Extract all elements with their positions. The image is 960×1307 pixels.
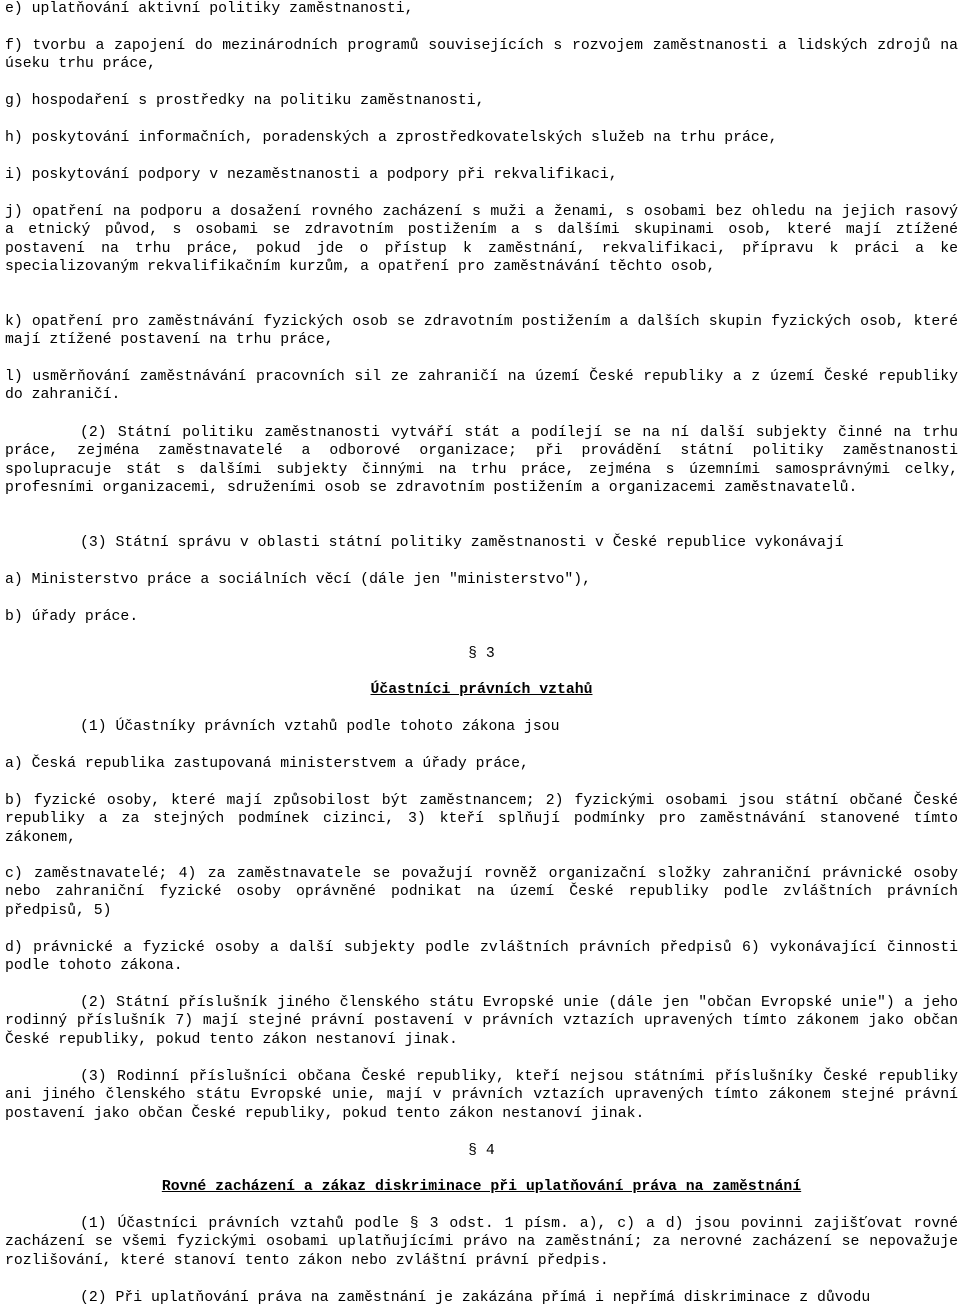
item-l: l) usměrňování zaměstnávání pracovních sil ze zahraničí na území České republiky a z území České republiky do zahraničí. xyxy=(5,369,958,404)
paragraph-2: (2) Státní politiku zaměstnanosti vytváří stát a podílejí se na ní další subjekty činné na trhu práce, zejména zaměstnavatelé a odborové organizace; při provádění státní politiky zaměstnanosti spolupracuje stát s dalšími subjekty činnými na trhu práce, zejména s územními samosprávnými celky, profesními organizacemi, sdruženími osob se zdravotním postižením a organizacemi zaměstnavatelů. xyxy=(5,425,958,497)
section-3-item-a: a) Česká republika zastupovaná ministerstvem a úřady práce, xyxy=(5,756,529,772)
item-h: h) poskytování informačních, poradenských a zprostředkovatelských služeb na trhu práce, xyxy=(5,130,778,146)
section-3-item-c: c) zaměstnavatelé; 4) za zaměstnavatele se považují rovněž organizační složky zahraniční právnické osoby nebo zahraniční fyzické osoby oprávněné podnikat na území České republiky podle zvláštních právních předpisů, 5) xyxy=(5,866,958,919)
section-3-paragraph-2: (2) Státní příslušník jiného členského státu Evropské unie (dále jen "občan Evropské unie") a jeho rodinný příslušník 7) mají stejné právní postavení v právních vztazích upravených tímto zákonem jako občan České republiky, pokud tento zákon nestanoví jinak. xyxy=(5,995,958,1048)
section-4-paragraph-1: (1) Účastníci právních vztahů podle § 3 odst. 1 písm. a), c) a d) jsou povinni zajišťovat rovné zacházení se všemi fyzickými osobami uplatňujícími právo na zaměstnání; za nerovné zacházení se nepovažuje rozlišování, které stanoví tento zákon nebo zvláštní právní předpis. xyxy=(5,1216,958,1269)
paragraph-3: (3) Státní správu v oblasti státní politiky zaměstnanosti v České republice vykonávají xyxy=(80,535,844,551)
item-e: e) uplatňování aktivní politiky zaměstnanosti, xyxy=(5,1,414,17)
section-3-item-d: d) právnické a fyzické osoby a další subjekty podle zvláštních právních předpisů 6) vykonávající činnosti podle tohoto zákona. xyxy=(5,940,958,975)
section-4-number: § 4 xyxy=(468,1143,495,1159)
item-f: f) tvorbu a zapojení do mezinárodních programů souvisejících s rozvojem zaměstnanosti a lidských zdrojů na úseku trhu práce, xyxy=(5,38,958,73)
section-4-paragraph-2: (2) Při uplatňování práva na zaměstnání je zakázána přímá i nepřímá diskriminace z důvodu xyxy=(80,1290,871,1306)
section-3-heading: Účastníci právních vztahů xyxy=(370,682,593,698)
item-g: g) hospodaření s prostředky na politiku zaměstnanosti, xyxy=(5,93,485,109)
section-3-item-b: b) fyzické osoby, které mají způsobilost být zaměstnancem; 2) fyzickými osobami jsou státní občané České republiky a za stejných podmínek cizinci, 3) kteří splňují podmínky pro zaměstnávání stanovené tímto zákonem, xyxy=(5,793,958,846)
section-4-heading: Rovné zacházení a zákaz diskriminace při uplatňování práva na zaměstnání xyxy=(161,1179,802,1195)
item-j: j) opatření na podporu a dosažení rovného zacházení s muži a ženami, s osobami bez ohledu na jejich rasový a etnický původ, s osobami se zdravotním postižením a s dalšími skupinami osob, které mají ztížené postavení na trhu práce, pokud jde o přístup k zaměstnání, rekvalifikaci, přípravu k práci a ke specializovaným rekvalifikačním kurzům, a opatření pro zaměstnávání těchto osob, xyxy=(5,204,958,276)
item-a-ministry: a) Ministerstvo práce a sociálních věcí (dále jen "ministerstvo"), xyxy=(5,572,592,588)
section-3-number: § 3 xyxy=(468,646,495,662)
item-k: k) opatření pro zaměstnávání fyzických osob se zdravotním postižením a dalších skupin fyzických osob, které mají ztížené postavení na trhu práce, xyxy=(5,314,958,349)
section-3-paragraph-3: (3) Rodinní příslušníci občana České republiky, kteří nejsou státními příslušníky České republiky ani jiného členského státu Evropské unie, mají v právních vztazích upravených tímto zákonem stejné právní postavení jako občan České republiky, pokud tento zákon nestanoví jinak. xyxy=(5,1069,958,1122)
section-3-paragraph-1: (1) Účastníky právních vztahů podle tohoto zákona jsou xyxy=(80,719,560,735)
item-b-offices: b) úřady práce. xyxy=(5,609,139,625)
item-i: i) poskytování podpory v nezaměstnanosti a podpory při rekvalifikaci, xyxy=(5,167,618,183)
